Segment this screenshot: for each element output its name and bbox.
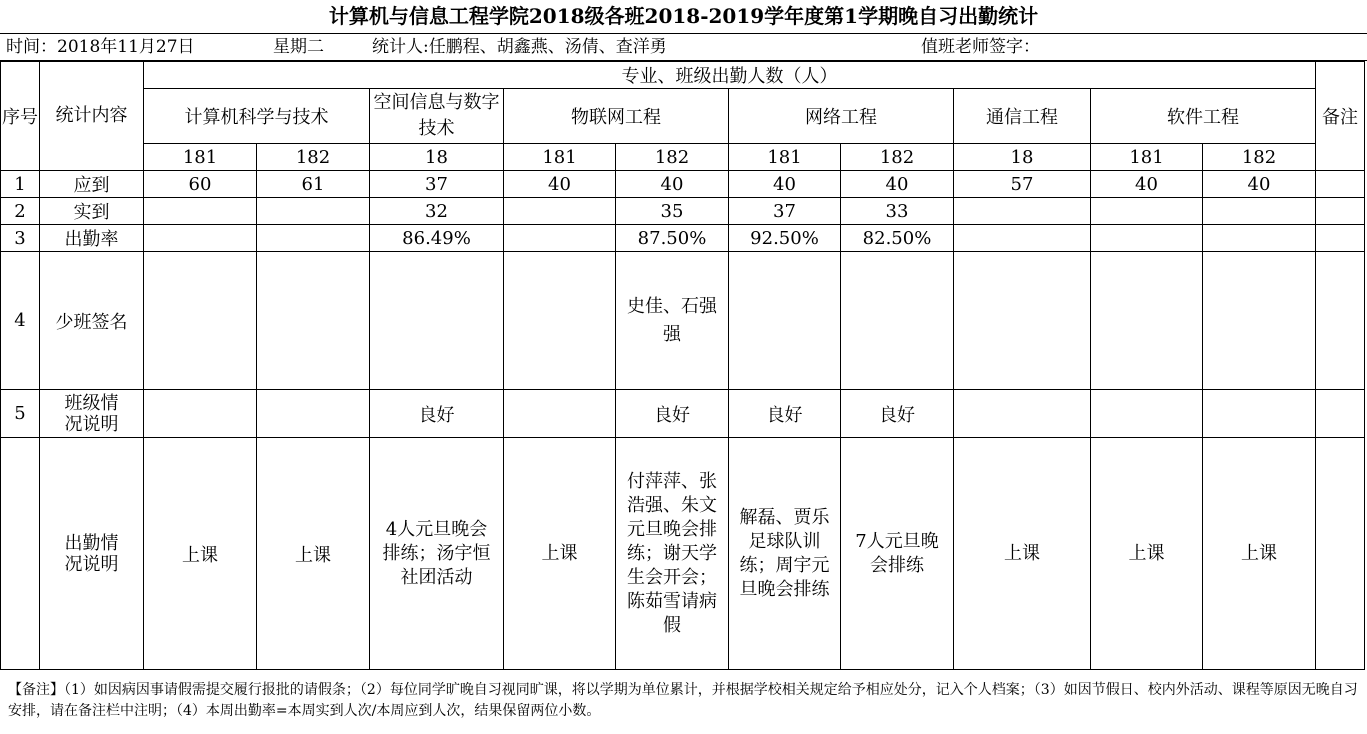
data-cell: 60 [144,171,257,198]
row-label: 班级情况说明 [40,390,144,438]
major-header: 网络工程 [729,89,954,144]
data-cell [954,198,1091,225]
data-cell: 35 [616,198,729,225]
data-cell: 4人元旦晚会排练；汤宇恒社团活动 [370,438,504,670]
row-number: 1 [1,171,40,198]
data-cell: 付萍萍、张浩强、朱文元旦晚会排练；谢天学生会开会；陈茹雪请病假 [616,438,729,670]
major-header: 计算机科学与技术 [144,89,370,144]
data-cell: 良好 [841,390,954,438]
data-cell: 40 [729,171,841,198]
teacher-sign-text: 值班老师签字： [921,37,1040,57]
class-header: 181 [144,144,257,171]
attendance-table [0,61,1365,670]
data-cell [1203,198,1316,225]
row-number: 4 [1,252,40,390]
class-header: 181 [504,144,616,171]
row-number [1,438,40,670]
data-cell: 40 [616,171,729,198]
content-header: 统计内容 [40,62,144,171]
major-header: 软件工程 [1091,89,1316,144]
document-title: 计算机与信息工程学院2018级各班2018-2019学年度第1学期晚自习出勤统计 [328,4,1039,28]
data-cell: 37 [370,171,504,198]
row-label: 出勤率 [40,225,144,252]
data-cell [144,198,257,225]
remark-header: 备注 [1316,62,1365,171]
data-cell: 史佳、石强强 [616,252,729,390]
weekday-text: 星期二 [273,37,324,57]
class-header: 181 [1091,144,1203,171]
data-cell: 37 [729,198,841,225]
data-cell [1203,225,1316,252]
data-cell [954,390,1091,438]
data-cell: 40 [504,171,616,198]
class-header: 182 [257,144,370,171]
data-cell [1091,198,1203,225]
data-cell [1203,252,1316,390]
row-number: 3 [1,225,40,252]
date-text: 时间：2018年11月27日 [6,37,195,57]
data-cell: 32 [370,198,504,225]
group-header: 专业、班级出勤人数（人） [144,62,1316,89]
footer-note: 【备注】（1）如因病因事请假需提交履行报批的请假条；（2）每位同学旷晚自习视同旷课，将以学期为单位累计，并根据学校相关规定给予相应处分，记入个人档案；（3）如因节假日、校内外活动、课程等原因无晚自习安排，请在备注栏中注明；（4）本周出勤率=本周实到人次/本周应到人次，结果保留两位小数。 [8,682,1358,719]
data-cell [841,252,954,390]
data-cell [954,225,1091,252]
data-cell: 57 [954,171,1091,198]
data-cell [1091,390,1203,438]
remark-cell [1316,171,1365,198]
data-cell [257,390,370,438]
major-header: 通信工程 [954,89,1091,144]
data-cell [257,198,370,225]
data-cell [370,252,504,390]
data-cell [1091,225,1203,252]
data-cell [504,252,616,390]
class-header: 182 [1203,144,1316,171]
remark-cell [1316,252,1365,390]
data-cell: 上课 [1203,438,1316,670]
data-cell: 40 [1203,171,1316,198]
class-header: 182 [616,144,729,171]
class-header: 182 [841,144,954,171]
row-label: 出勤情况说明 [40,438,144,670]
data-cell [144,390,257,438]
data-cell: 40 [1091,171,1203,198]
data-cell: 解磊、贾乐足球队训练；周宇元旦晚会排练 [729,438,841,670]
row-label: 实到 [40,198,144,225]
data-cell [504,198,616,225]
data-cell: 33 [841,198,954,225]
data-cell: 7人元旦晚会排练 [841,438,954,670]
data-cell: 上课 [1091,438,1203,670]
remark-cell [1316,198,1365,225]
stat-person-text: 统计人:任鹏程、胡鑫燕、汤倩、查洋勇 [372,37,667,57]
data-cell: 82.50% [841,225,954,252]
seq-header: 序号 [1,62,40,171]
data-cell: 良好 [616,390,729,438]
data-cell [954,252,1091,390]
class-header: 181 [729,144,841,171]
data-cell: 上课 [257,438,370,670]
class-header: 18 [954,144,1091,171]
data-cell [144,252,257,390]
remark-cell [1316,225,1365,252]
row-label: 应到 [40,171,144,198]
data-cell: 86.49% [370,225,504,252]
data-cell [1091,252,1203,390]
data-cell: 87.50% [616,225,729,252]
class-header: 18 [370,144,504,171]
data-cell: 良好 [370,390,504,438]
data-cell [257,225,370,252]
data-cell [504,390,616,438]
remark-cell [1316,438,1365,670]
info-bar [0,33,1367,61]
row-label: 少班签名 [40,252,144,390]
data-cell: 上课 [144,438,257,670]
major-header: 物联网工程 [504,89,729,144]
data-cell: 上课 [954,438,1091,670]
data-cell: 良好 [729,390,841,438]
data-cell [144,225,257,252]
data-cell: 61 [257,171,370,198]
remark-cell [1316,390,1365,438]
data-cell: 40 [841,171,954,198]
data-cell: 上课 [504,438,616,670]
major-header: 空间信息与数字技术 [370,89,504,144]
row-number: 2 [1,198,40,225]
data-cell [729,252,841,390]
data-cell [257,252,370,390]
row-number: 5 [1,390,40,438]
data-cell [504,225,616,252]
data-cell: 92.50% [729,225,841,252]
data-cell [1203,390,1316,438]
